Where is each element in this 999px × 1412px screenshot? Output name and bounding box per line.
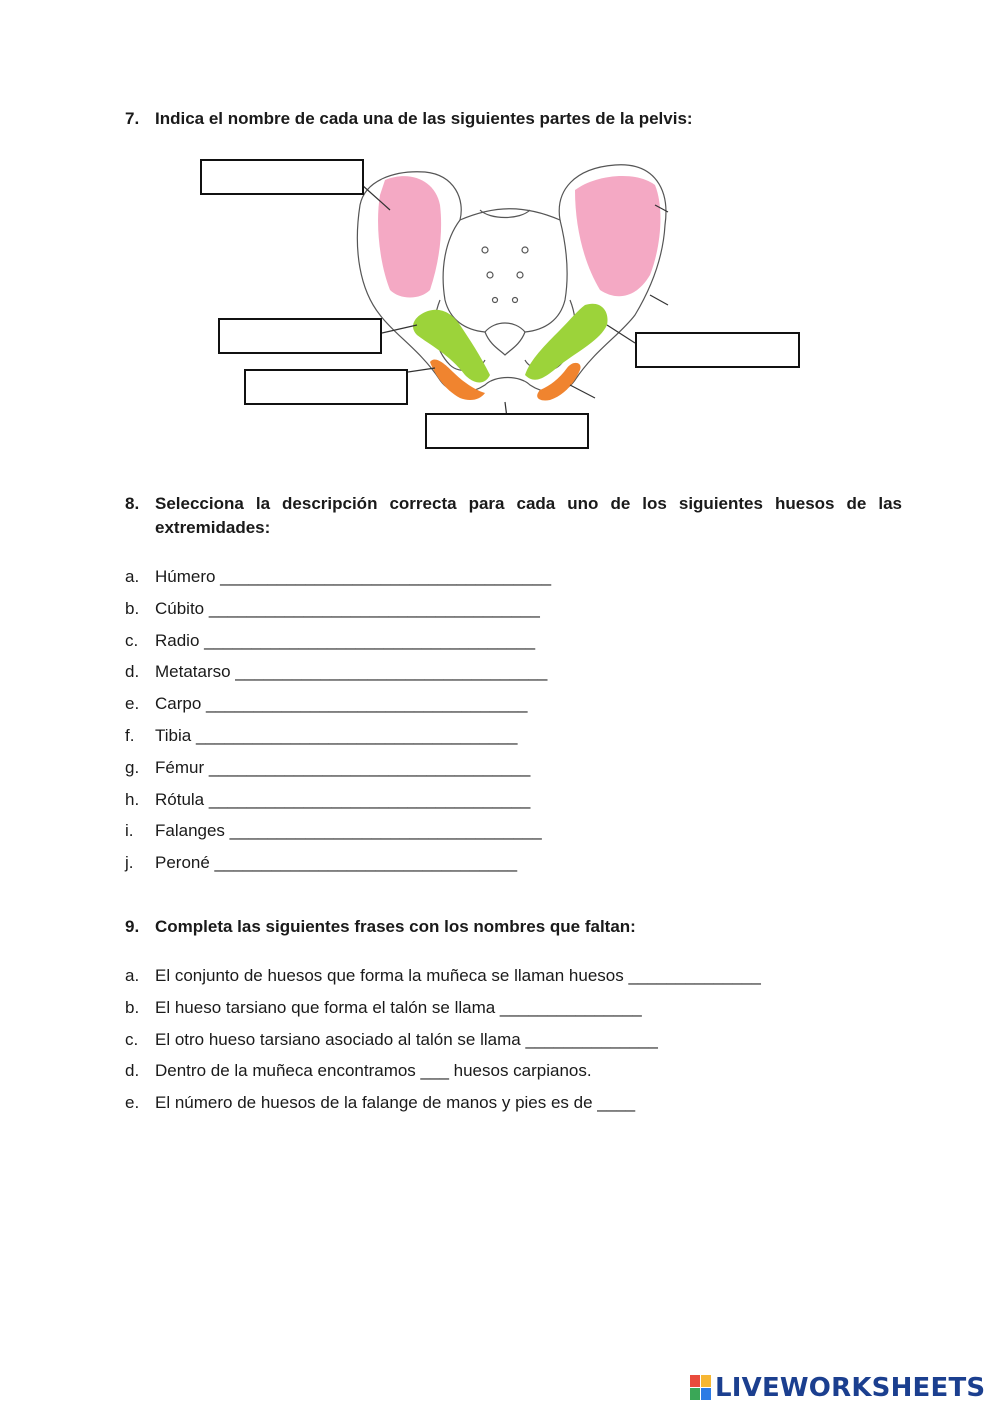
logo-icon — [690, 1375, 712, 1401]
item-letter: d. — [125, 1061, 140, 1081]
item-letter: a. — [125, 567, 140, 586]
item-letter: a. — [125, 966, 140, 985]
question-text: Indica el nombre de cada una de las siguientes partes de la pelvis: — [155, 109, 693, 128]
item-text: Rótula __________________________________ — [155, 789, 531, 809]
question-8-heading — [125, 492, 905, 540]
question-number: 8. — [125, 494, 140, 513]
item-text: Radio ___________________________________ — [155, 630, 536, 650]
ilium-left-region — [378, 176, 441, 297]
liveworksheets-logo — [690, 1372, 985, 1404]
item-text: Fémur __________________________________ — [155, 757, 531, 777]
item-text: Tibia __________________________________ — [155, 725, 518, 745]
item-text: Peroné ________________________________ — [155, 853, 518, 873]
item-letter: j. — [125, 853, 134, 873]
question-number: 9. — [125, 917, 140, 936]
question-text: Selecciona la descripción correcta para cada uno de los siguientes huesos de las extremidades: — [155, 494, 902, 537]
item-text: Húmero ___________________________________ — [155, 567, 552, 586]
item-letter: i. — [125, 821, 134, 841]
item-letter: b. — [125, 997, 140, 1017]
question-9-heading — [125, 915, 905, 939]
item-letter: h. — [125, 789, 140, 809]
item-letter: b. — [125, 598, 140, 618]
ilium-right-region — [575, 176, 660, 296]
item-letter: d. — [125, 662, 140, 682]
item-text: Falanges _________________________________ — [155, 821, 542, 841]
question-number: 7. — [125, 109, 140, 128]
item-letter: g. — [125, 757, 140, 777]
question-7-heading — [125, 107, 905, 131]
label-box-ischium[interactable] — [244, 369, 408, 405]
pelvis-diagram — [195, 150, 815, 460]
item-text: El conjunto de huesos que forma la muñeca se llaman huesos ______________ — [155, 966, 761, 985]
label-box-pubic-symphysis[interactable] — [425, 413, 589, 449]
item-text: El otro hueso tarsiano asociado al talón se llama ______________ — [155, 1029, 658, 1049]
item-text: El número de huesos de la falange de manos y pies es de ____ — [155, 1093, 636, 1113]
item-letter: e. — [125, 694, 140, 714]
item-text: Metatarso _________________________________ — [155, 662, 548, 682]
item-letter: c. — [125, 630, 139, 650]
item-text: Cúbito ___________________________________ — [155, 598, 540, 618]
logo-text: LIVEWORKSHEETS — [715, 1373, 986, 1403]
label-box-pubis[interactable] — [218, 318, 382, 354]
label-box-ilium[interactable] — [200, 159, 364, 195]
item-text: Carpo __________________________________ — [155, 694, 528, 714]
item-letter: f. — [125, 725, 135, 745]
label-box-acetabulum[interactable] — [635, 332, 800, 368]
item-text: Dentro de la muñeca encontramos ___ huesos carpianos. — [155, 1061, 592, 1081]
question-text: Completa las siguientes frases con los nombres que faltan: — [155, 917, 636, 936]
pubis-right-region — [525, 304, 608, 380]
item-text: El hueso tarsiano que forma el talón se llama _______________ — [155, 997, 642, 1017]
item-letter: e. — [125, 1093, 140, 1113]
item-letter: c. — [125, 1029, 139, 1049]
